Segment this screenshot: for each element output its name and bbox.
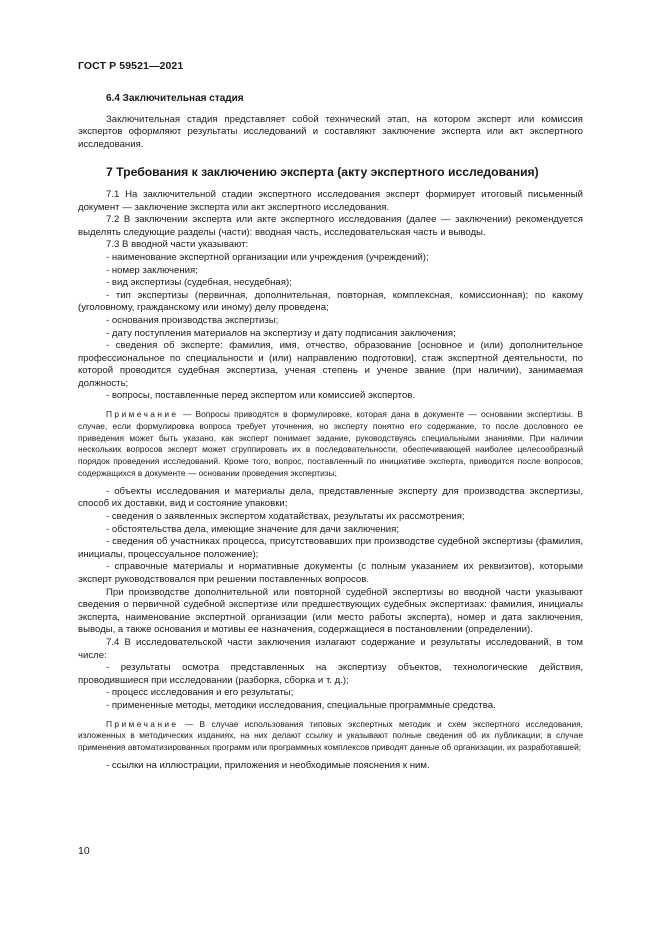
note-2 xyxy=(78,719,583,754)
page-number: 10 xyxy=(78,845,90,857)
paragraph-7-4: 7.4 В исследовательской части заключения излагают содержание и результаты исследований, в том числе: xyxy=(78,636,583,661)
list-item: - процесс исследования и его результаты; xyxy=(106,687,294,699)
list-item: - сведения об участниках процесса, присутствовавших при производстве судебной экспертизы (фамилия, инициалы, процессуальное положение); xyxy=(78,536,583,560)
list-item: - объекты исследования и материалы дела, представленные эксперту для производства экспертизы, способ их доставки, вид и состояние упаковки; xyxy=(78,485,583,510)
list-item: - номер заключения; xyxy=(106,264,198,276)
note-1 xyxy=(78,409,583,480)
paragraph-7-2: 7.2 В заключении эксперта или акте экспертного исследования (далее — заключении) рекомендуется выделять следующие разделы (части): вводная часть, исследовательская часть и выводы. xyxy=(78,214,583,238)
paragraph-repeat-expertise: При производстве дополнительной или повторной судебной экспертизы во вводной части указывают сведения о первичной судебной экспертизе или предшествующих судебных экспертизах: фамилия, инициалы эксперта, наименование экспертной организации (или место работы эксперта), номер и дата заключения, выводы, а также основания и мотивы ее назначения, содержащиеся в постановлении (определении). xyxy=(78,586,583,636)
list-item: - справочные материалы и нормативные документы (с полным указанием их реквизитов), которыми эксперт руководствовался при решении поставленных вопросов. xyxy=(78,561,583,585)
list-item: - основания производства экспертизы; xyxy=(106,314,279,326)
paragraph-6-4: Заключительная стадия представляет собой технический этап, на котором эксперт или комиссия экспертов оформляют результаты исследований и составляют заключение эксперта или акт экспертного исследования. xyxy=(78,113,583,150)
note-label: Примечание xyxy=(106,409,179,420)
list-item: - обстоятельства дела, имеющие значение для дачи заключения; xyxy=(106,523,399,535)
list-item: - результаты осмотра представленных на экспертизу объектов, технологические действия, проводившиеся при исследовании (разборка, сборка и т. д.); xyxy=(78,662,583,686)
note-text: — Вопросы приводятся в формулировке, которая дана в документе — основании экспертизы. В случае, если формулировка вопроса требует уточнения, но эксперту понятно его содержание, то после дословного ее приведения может быть указано, как эксперт понимает задание, руководствуясь специальными знаниями. При наличии нескольких вопросов эксперт может сгруппировать их в последовательности, обеспечивающей наиболее целесообразный порядок проведения исследований. Кроме того, вопрос, поставленный по инициативе эксперта, приводится после вопросов, содержащихся в документе — основании проведения экспертизы; xyxy=(78,409,583,479)
list-item: - ссылки на иллюстрации, приложения и необходимые пояснения к ним. xyxy=(106,759,430,771)
list-item: - примененные методы, методики исследования, специальные программные средства. xyxy=(106,699,496,711)
list-item: - сведения об эксперте: фамилия, имя, отчество, образование [основное и (или) дополнительное профессиональное по специальности и (или) направлению подготовки], стаж экспертной деятельности, по которой проводится судебная экспертиза, ученая степень и ученое звание (при наличии), занимаемая должность; xyxy=(78,340,583,389)
note-text: — В случае использования типовых экспертных методик и схем экспертного исследования, изложенных в методических изданиях, на них делают ссылку и указывают полные сведения об их публикации; в случае применения автоматизированных программ или программных комплексов приводят данные об организации, их разработавшей; xyxy=(78,718,583,753)
list-item: - сведения о заявленных экспертом ходатайствах, результаты их рассмотрения; xyxy=(106,511,465,523)
paragraph-7-3: 7.3 В вводной части указывают: xyxy=(106,239,249,251)
document-id-header: ГОСТ Р 59521—2021 xyxy=(78,60,184,72)
section-heading-7: 7 Требования к заключению эксперта (акту экспертного исследования) xyxy=(106,165,539,180)
list-item: - наименование экспертной организации или учреждения (учреждений); xyxy=(106,251,429,263)
list-item: - вопросы, поставленные перед экспертом или комиссией экспертов. xyxy=(106,390,416,402)
document-body xyxy=(78,93,583,773)
list-item: - дату поступления материалов на экспертизу и дату подписания заключения; xyxy=(106,327,456,339)
section-heading-6-4: 6.4 Заключительная стадия xyxy=(106,93,244,104)
list-item: - вид экспертизы (судебная, несудебная); xyxy=(106,277,292,289)
list-item: - тип экспертизы (первичная, дополнительная, повторная, комплексная, комиссионная); по какому (уголовному, гражданскому или иному) делу проведена; xyxy=(78,289,583,314)
note-label: Примечание xyxy=(106,718,179,729)
paragraph-7-1: 7.1 На заключительной стадии экспертного исследования эксперт формирует итоговый письменный документ — заключение эксперта или акт экспертного исследования. xyxy=(78,188,583,213)
